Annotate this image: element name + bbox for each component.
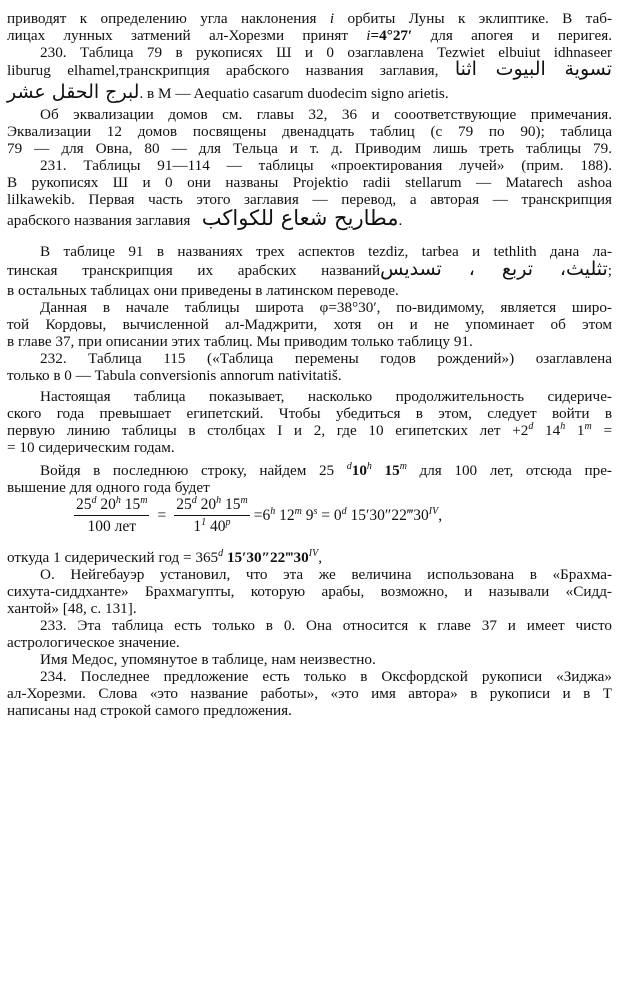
text-line: Эквализации 12 домов посвящены двенадцать таблиц (с 79 по 90); таблица <box>7 123 612 140</box>
line-text: первую линию таблицы в столбцах I и 2, где 10 египетских лет +2 <box>7 422 529 439</box>
line-text: лицах лунных затмений ал-Хорезми принят <box>7 27 367 44</box>
fraction-1 <box>74 496 149 535</box>
text-line: написаны над строкой самого предложения. <box>7 702 292 719</box>
line-text: . <box>398 212 403 229</box>
line-text: ; <box>607 262 612 279</box>
text-line: той Кордовы, вычисленной ал-Маджрити, хотя он и не упоминает об этом <box>7 316 612 333</box>
line-text: 1 <box>565 422 585 439</box>
text-line: В рукописях Ш и 0 они названы Projektio radii stellarum — Matarech ashoa <box>7 174 612 191</box>
arabic-text: مطاريح شعاع للكواكب <box>201 206 399 230</box>
line-text: для 100 лет, отсюда пре- <box>406 462 612 479</box>
text-line <box>7 81 612 106</box>
math-symbol: i <box>329 10 335 27</box>
text-line: 231. Таблицы 91—114 — таблицы «проектирования лучей» (прим. 188). <box>40 157 612 174</box>
text-line: ал-Хорезми. Слова «это название работы», «это имя автора» в рукописи и в T <box>7 685 612 702</box>
text-line: В таблице 91 в названиях трех аспектов tezdiz, tarbea и tethlith дана ла- <box>40 243 612 260</box>
equals-sign: = <box>157 506 167 524</box>
arabic-text: لبرج الحقل عشر <box>7 81 140 103</box>
line-text: , <box>318 549 322 566</box>
text-line: 232. Таблица 115 («Таблица перемены годов рождений») озаглавлена <box>40 350 612 367</box>
superscript: d <box>346 460 352 472</box>
line-text: 15′30″22‴30 <box>223 549 309 566</box>
line-text: откуда 1 сидерический год = 365 <box>7 549 219 566</box>
text-line: в остальных таблицах они приведены в латинском переводе. <box>7 282 399 299</box>
text-line: О. Нейгебауэр установил, что эта же величина использована в «Брахма- <box>40 566 612 583</box>
text-line: 234. Последнее предложение есть только в Оксфордской рукописи «Зиджа» <box>40 668 612 685</box>
line-text: 10 <box>351 462 367 479</box>
text-line: 230. Таблица 79 в рукописях Ш и 0 озаглавлена Tezwiet elbuiut idhnaseer <box>40 44 612 61</box>
superscript: d <box>218 547 224 559</box>
line-text: орбиты Луны к эклиптике. В таб- <box>334 10 613 27</box>
line-text: = <box>591 422 613 439</box>
text-line: 79 — для Овна, 80 — для Тельца и т. д. Приводим лишь треть таблицы 79. <box>7 140 612 157</box>
fraction-2 <box>174 496 249 535</box>
formula <box>70 490 570 540</box>
line-text: для апогея и перигея. <box>412 27 612 44</box>
text-line: Имя Медос, упомянутое в таблице, нам неизвестно. <box>40 651 376 668</box>
text-line: Данная в начале таблицы широта φ=38°30′, по-видимому, является широ- <box>40 299 612 316</box>
line-text: liburug elhamel,транскрипция арабского названия заглавия, <box>7 62 439 79</box>
text-line <box>7 422 612 439</box>
text-line <box>40 462 612 479</box>
line-text: тинская транскрипция их арабских названий <box>7 262 381 279</box>
fraction-numerator: 25$^d$ 20$^h$ 15$^m$ <box>74 496 149 516</box>
text-line: 233. Эта таблица есть только в 0. Она относится к главе 37 и имеет чисто <box>40 617 612 634</box>
text-line <box>7 58 613 83</box>
line-text: Войдя в последнюю строку, найдем 25 <box>40 462 347 479</box>
superscript: IV <box>308 547 319 559</box>
text-line: хантой» [48, с. 131]. <box>7 600 137 617</box>
superscript: d <box>528 420 534 432</box>
text-line <box>7 27 612 44</box>
text-line: Об эквализации домов см. главы 32, 36 и сооответствующие примечания. <box>40 106 612 123</box>
line-text: 15 <box>371 462 400 479</box>
math-value: =4°27′ <box>370 27 413 44</box>
arabic-text: تثليث، تربع ، تسديس <box>380 258 608 280</box>
text-line: ского года превышает египетский. Чтобы убедиться в этом, следует войти в <box>7 405 612 422</box>
line-text: 14 <box>533 422 561 439</box>
text-line: сихута-сиддханте» Брахмагупты, которую арабы, возможно, и называли «Сидд- <box>7 583 612 600</box>
text-line: Настоящая таблица показывает, насколько продолжительность сидериче- <box>40 388 612 405</box>
superscript: h <box>560 420 566 432</box>
text-line: вышение для одного года будет <box>7 479 210 496</box>
line-text: приводят к определению угла наклонения <box>7 10 330 27</box>
math-symbol: i <box>366 27 371 44</box>
fraction-numerator: 25$^d$ 20$^h$ 15$^m$ <box>174 496 249 516</box>
line-text: арабского названия заглавия <box>7 212 191 229</box>
fraction-denominator: 100 лет <box>87 517 136 535</box>
text-line: только в 0 — Tabula conversionis annorum nativitatiš. <box>7 367 342 384</box>
line-text: . в M — Aequatio casarum duodecim signo arietis. <box>139 85 449 102</box>
superscript: m <box>399 460 407 472</box>
text-line <box>7 549 612 566</box>
text-line: астрологическое значение. <box>7 634 180 651</box>
superscript: h <box>366 460 372 472</box>
text-line <box>7 258 612 281</box>
fraction-denominator: $1^1$ 40$^p$ <box>193 516 231 535</box>
superscript: m <box>584 420 592 432</box>
text-line <box>7 10 612 27</box>
text-line: = 10 сидерическим годам. <box>7 439 175 456</box>
arabic-text: تسوية البيوت اثنا <box>454 58 613 80</box>
text-line: в главе 37, при описании этих таблиц. Мы приводим только таблицу 91. <box>7 333 473 350</box>
text-line <box>7 206 612 234</box>
text-line: lilkawekib. Первая часть этого заглавия — перевод, а авторая — транскрипция <box>7 191 612 208</box>
formula-result: $=6^h$ 12$^m$ $9^s = 0^d$ $15'30''22‴30^{IV}$, <box>253 505 443 524</box>
